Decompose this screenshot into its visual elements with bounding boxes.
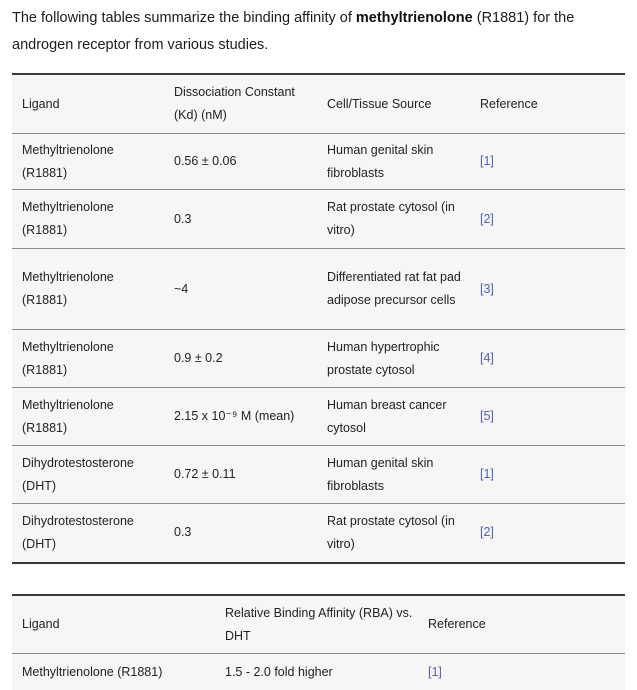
table-row-4-kd: 0.9 ± 0.2 — [174, 351, 223, 365]
relative-binding-affinity-table — [12, 594, 625, 690]
header-dissociation-constant: Dissociation Constant (Kd) (nM) — [174, 85, 295, 122]
table-row-1-source: Human genital skin fibroblasts — [327, 142, 434, 180]
table-row-7-source: Rat prostate cytosol (in vitro) — [327, 513, 455, 551]
table-row-3-ligand: Methyltrienolone (R1881) — [22, 270, 114, 307]
table-row-2-kd: 0.3 — [174, 211, 192, 226]
reference-link[interactable]: [3] — [480, 281, 494, 296]
table-row-6-source: Human genital skin fibroblasts — [327, 455, 434, 493]
header-ligand: Ligand — [22, 617, 60, 631]
table-row-6-kd: 0.72 ± 0.11 — [174, 467, 236, 481]
table-row-4-source: Human hypertrophic prostate cytosol — [327, 339, 440, 377]
intro-text-after: (R1881) for the androgen receptor from various studies. — [12, 10, 575, 53]
reference-link[interactable]: [1] — [480, 154, 494, 168]
header-cell-tissue-source: Cell/Tissue Source — [327, 96, 432, 111]
table-row-5-kd: 2.15 x 10⁻⁹ M (mean) — [174, 409, 295, 423]
table-row-2-ligand: Methyltrienolone (R1881) — [22, 200, 114, 237]
reference-link[interactable]: [1] — [480, 467, 494, 481]
table-row-1-kd: 0.56 ± 0.06 — [174, 154, 237, 168]
table-row-1-ligand: Methyltrienolone (R1881) — [22, 664, 163, 679]
table-row-6-ligand: Dihydrotestosterone (DHT) — [22, 455, 134, 493]
table-row-3-source: Differentiated rat fat pad adipose precursor cells — [327, 270, 461, 307]
table-row-5-source: Human breast cancer cytosol — [327, 397, 447, 435]
table-row-4-ligand: Methyltrienolone (R1881) — [22, 339, 114, 377]
table-row-1-ligand: Methyltrienolone (R1881) — [22, 142, 114, 180]
table-bottom-rule — [12, 562, 625, 564]
table-row-2-source: Rat prostate cytosol (in vitro) — [327, 200, 455, 237]
intro-text-before: The following tables summarize the binding affinity of — [12, 10, 356, 26]
dissociation-constant-table — [12, 73, 625, 565]
reference-link[interactable]: [2] — [480, 211, 494, 226]
reference-link[interactable]: [5] — [480, 409, 494, 423]
header-reference: Reference — [428, 617, 486, 631]
header-relative-binding-affinity: Relative Binding Affinity (RBA) vs. DHT — [225, 605, 413, 643]
table-row-3-kd: ~4 — [174, 281, 189, 296]
intro-highlight: methyltrienolone — [355, 10, 473, 26]
table-row-1-rba: 1.5 - 2.0 fold higher — [225, 664, 333, 679]
reference-link[interactable]: [2] — [480, 525, 494, 539]
reference-link[interactable]: [4] — [480, 351, 494, 365]
header-ligand: Ligand — [22, 96, 60, 111]
table-row-5-ligand: Methyltrienolone (R1881) — [22, 397, 114, 435]
intro-paragraph — [12, 5, 627, 59]
table-row-7-kd: 0.3 — [174, 525, 192, 539]
reference-link[interactable]: [1] — [428, 664, 442, 679]
table-row-7-ligand: Dihydrotestosterone (DHT) — [22, 513, 134, 551]
header-reference: Reference — [480, 96, 538, 111]
